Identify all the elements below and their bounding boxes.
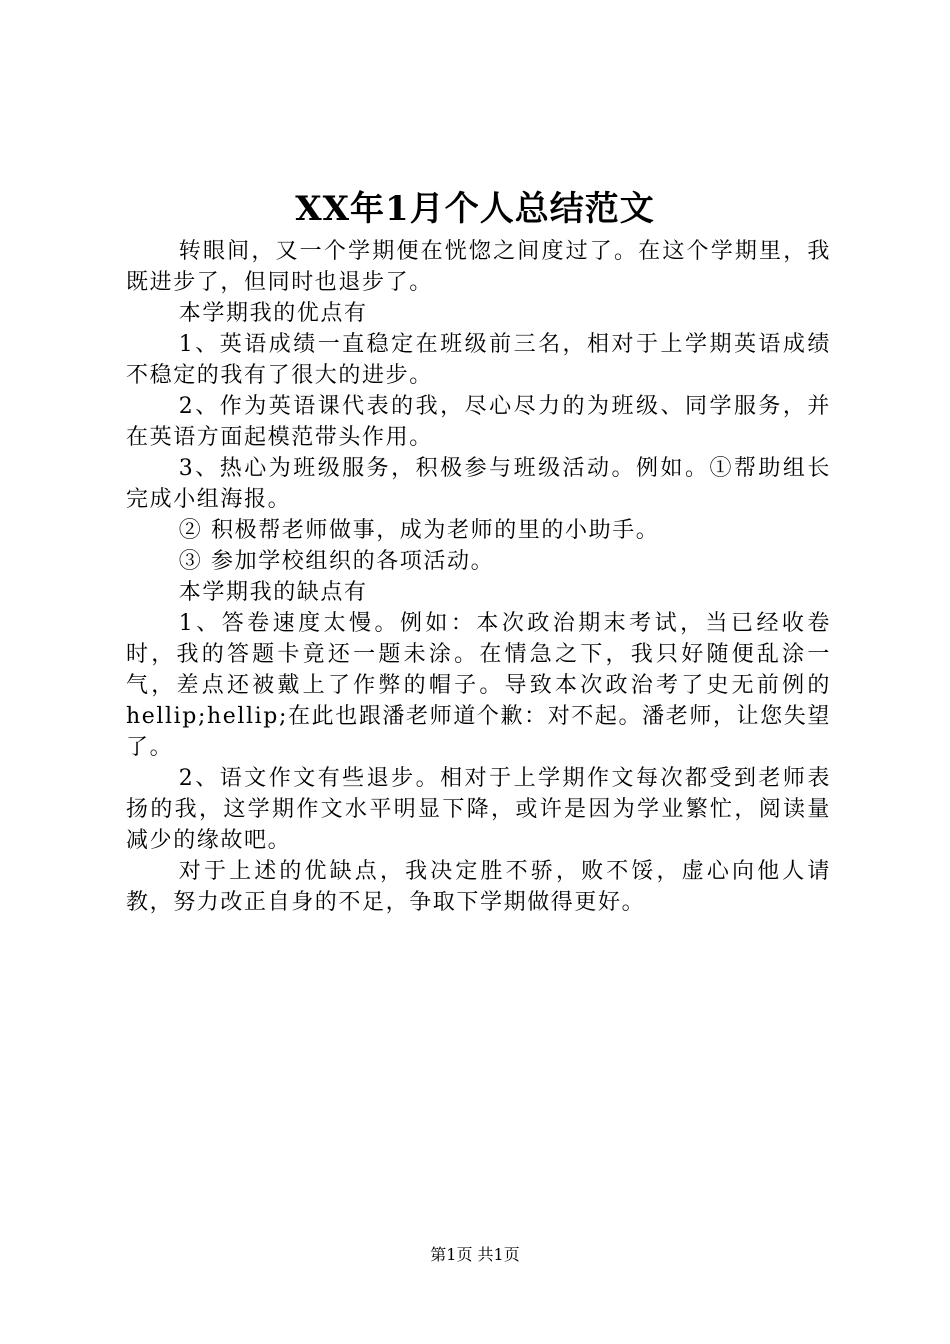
paragraph-strength-3-item-2: ② 积极帮老师做事，成为老师的里的小助手。: [178, 518, 660, 543]
paragraph-intro: 转眼间，又一个学期便在恍惚之间度过了。在这个学期里，我既进步了，但同时也退步了。: [126, 239, 831, 295]
paragraph-strengths-heading: 本学期我的优点有: [178, 301, 368, 326]
paragraph-conclusion: 对于上述的优缺点，我决定胜不骄，败不馁，虚心向他人请教，努力改正自身的不足，争取下学期做得更好。: [126, 859, 831, 915]
paragraph-weaknesses-heading: 本学期我的缺点有: [178, 580, 368, 605]
paragraph-weakness-2: 2、语文作文有些退步。相对于上学期作文每次都受到老师表扬的我，这学期作文水平明显下降，或许是因为学业繁忙，阅读量减少的缘故吧。: [126, 766, 831, 853]
document-title: XX年1月个人总结范文: [295, 189, 655, 229]
paragraph-strength-2: 2、作为英语课代表的我，尽心尽力的为班级、同学服务，并在英语方面起模范带头作用。: [126, 394, 831, 450]
paragraph-strength-1: 1、英语成绩一直稳定在班级前三名，相对于上学期英语成绩不稳定的我有了很大的进步。: [126, 332, 831, 388]
paragraph-strength-3: 3、热心为班级服务，积极参与班级活动。例如。①帮助组长完成小组海报。: [126, 456, 831, 512]
document-body: [126, 236, 831, 918]
paragraph-strength-3-item-3: ③ 参加学校组织的各项活动。: [178, 549, 495, 574]
page-footer: 第1页 共1页: [430, 1245, 520, 1264]
paragraph-weakness-1: 1、答卷速度太慢。例如：本次政治期末考试，当已经收卷时，我的答题卡竟还一题未涂。在情急之下，我只好随便乱涂一气，差点还被戴上了作弊的帽子。导致本次政治考了史无前例的hellip;hellip;在此也跟潘老师道个歉：对不起。潘老师，让您失望了。: [126, 611, 831, 760]
